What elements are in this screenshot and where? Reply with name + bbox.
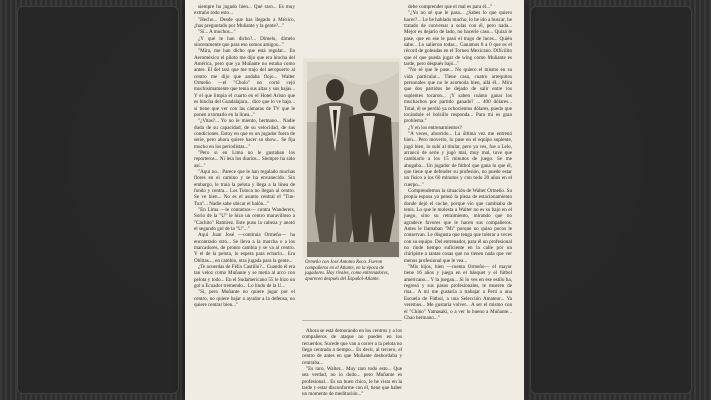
- paragraph: "Hecho... Desde que has llegado a México, ¿has preguntado por Muñante y la gente?...": [194, 16, 295, 30]
- magazine-page: [185, 0, 524, 400]
- binder-right: [524, 0, 711, 400]
- paragraph: "Aquí no... Parece que le han regalado muchas flores en el camino y se ha envanecido. Sin embargo, le traía la pelota y llega a la línea de fondo y centra... Los Toluca no llegan al centro. Se ve bien... No es el asunto central el "Tun-Tun"... Nadie sabe ubicar el balón...": [194, 168, 295, 207]
- paragraph: "Es raro, Walter... Muy raro todo esto... Que sea verdad, no lo dudo... pero Muñante es profesional... Es un buen chico, le he visto en la tarde y estar disconforme con él, tiene que haber un momento de meditación...": [302, 366, 402, 398]
- binder-left: [0, 0, 185, 400]
- paragraph: "En Lima —le contamos— contra Wanderers, Sorio de la "U" le hizo un centro maravilloso a "Cachito" Ramírez. Este puso la cabeza y anotó el segundo gol de la "U"...": [194, 207, 295, 233]
- column-divider: [302, 320, 402, 321]
- paragraph: Aquí Juan José —continúa Ormeño— ha encontrado otro... Se lleva a la marcha o a los marcadores, de pronto cambia y se va al centro. Y el de la pelota, lo espera para echarlo... Era Oblitas..., en cambio, otra jugada para la gente...: [194, 232, 295, 264]
- photo-caption: Ormeño con José Antonio Roca. Fueron compañeros en el Atlante, en la época de jugadores. Hoy rivales, como entrenadores, aparecen después del Español-Atlante.: [305, 260, 389, 283]
- paragraph: ¿Y en los entrenamientos?: [408, 124, 462, 131]
- paragraph: "¿Yo no sé que le pasa... ¿Sabes lo que quiero hacer?... Le he hablado mucho, lo he ido a buscar, he tratado de conversar a solas con él, pero nada... Mejor es dejarlo de lado, no hacerle caso... Quizá le pase, que en ese le pasó el trago de luces... Quién sabe... Lo salieron todas... Ganamos 8 a 0 que es el récord de goleadas en el Torneo Mexicano. Difícilito que el que pueda jugar de wing como Muñante es tarde, pero después bajó...": [404, 10, 512, 68]
- paragraph: siempre ha jugado bien... Qué raro... Es muy extraño todo esto...: [194, 4, 295, 17]
- paragraph: ¿Te acuerdas de Félix Castillo?... Cuando él era tan veloz como Muñante y se metía al arco con pelota y todo... En el Sudamericano 55 le hizo un gol a Ecuador tremendo... Lo lindo de la U...: [194, 264, 295, 290]
- text-column-left: [194, 4, 295, 398]
- paragraph: Ahora se está demorando en los centros y a los compañeros de ataque no puedes en los recuerdos. Sucede que van a correr a la pelota no llega centrada a tiempo... Es decir, al tercero, el centro de antes en que Muñante desbordaba y centraba...: [302, 328, 402, 366]
- paragraph: "No sé que le pase... No quiero el mismo en su vida particular... Tiene casa, cuatro arrequitos personales que no le acomoda bien, allá él... Mira que dos partidos he dejado de salir entre los suplentes tocaron... ¡Y saben cuánto ganar los muchachos por partido ganado? ... 400 dólares... Total, él se perdió ya ochocientos dólares, puedo que tocándole el bolsillo responda... Para mí es gran problema.": [404, 67, 512, 125]
- text-column-middle: [302, 328, 402, 398]
- paragraph: "Sí... A muchos...": [198, 29, 236, 36]
- photo: [307, 62, 399, 257]
- paragraph: "Mira, me han dicho que está regular... En Aeroméxico el piloto me dijo que era hincha del América, pero que ya Muñante no estaba como antes. El del taxi que me trajo del aeropuerto al centro me dijo que andaba flojo... Walter Ormeño —el "Cholo" no cortó cejó muchisimamente que tenía sus altas y sus bajas... Y el que limpia el cuarto en el Hotel Aristo que es hincha del Guadalajara... dice que lo ve bajo... si tiene que ver con las cámaras de TV que le ponen a tomarlo en la línea...": [194, 48, 295, 118]
- paragraph: "Pero si en Lima no le gustaban los reporteros... Ni leía los diarios... Siempre ha sido así...": [194, 149, 295, 169]
- paragraph: "Sí, pero Muñante no quiere jugar por el centro, no quiere bajar a ayudar a la defensa, no quiere centrar bien...": [194, 289, 295, 309]
- text-column-right: [404, 4, 512, 398]
- paragraph: "¿Vitas?... Yo no le miento, hermano... Nadie duda de su capacidad, de su velocidad, de sus condiciones. Estoy en que es un jugador fuera de serie, pero ahora quiere hacer su show... Se fija mucho en los periodistas...": [194, 118, 295, 150]
- paragraph: "A veces, aburrido... La última vez me entrenó bien... Pero moverlo, lo puse en el equipo suplente, jugó bien, lo subí al titular, pero ya ves, fue a Lelo, arrancó de serie y jugó mal, muy mal, tuve que cambiarlo a los 15 minutos de juego. Se me ahogaba... Un jugador de fútbol que gana lo que él, que tiene que defender su profesión, no puede estar un físico a los 60 minutos y con todo 20 años en el cuerpo...": [404, 130, 512, 188]
- paragraph: Comprendemos la situación de Walter Ormeño. Su propia esposa ya pensó la pieza de estacionamiento donde dejó el coche, porque vio que cambiaba de tenis. Lo que le molesta a Walter no es su bajo en el juego, sino su retraimiento, mirando que no agradece favores que le hacen sus compañeros. Antes le llamaban "Mi" porque no quiso pocos le conservan. Le disgusta que tenga que tolerar a veces con su equipo. Del entrenador, para él un profesional no rinde tiempo suficiente en la calle por un chiripiste a tantas cosas que no tienen nada que ver menos profesional que le vea...: [404, 187, 512, 264]
- paragraph: "Mis hijos, bien —cuenta Ormeño— el mayor tiene 16 años y juega en el básquet y el fútbol americano... Y la juegan... Si lo ves en ese estilo ha, regresó y sus pasos profesionales, te mueren de risa... A mí me gustaría a trabajar a Perú a una Escuela de Fútbol, a una Selección Amateur... Ya veremos... Me gustaría volver... A ser el mismo con el "Chino" Yamasaki, o a ver lo bueno a Muñante... Chao hermano...": [404, 264, 512, 321]
- paragraph: debe comprender que el mal es para él...": [408, 4, 493, 10]
- paragraph: ¿Y qué te han dicho?... Dímelo, dímelo sinceramente que para eso somos amigos...": [194, 35, 295, 49]
